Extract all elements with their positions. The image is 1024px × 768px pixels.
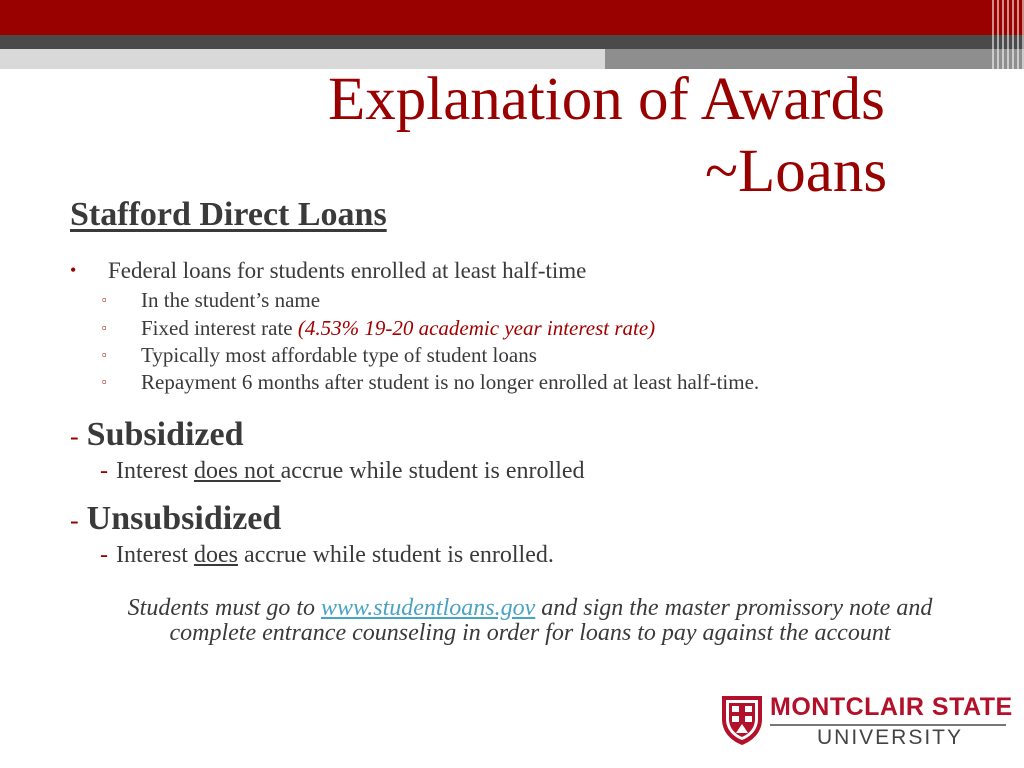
- slide-title-line1: Explanation of Awards: [328, 66, 885, 133]
- sub-bullet-marker: ▫: [102, 292, 107, 307]
- sub-bullet-text: Typically most affordable type of student loans: [141, 343, 537, 367]
- unsubsidized-detail-prefix: Interest: [116, 542, 194, 568]
- subsidized-label: Subsidized: [86, 416, 244, 453]
- slide-title-line2: ~Loans: [705, 138, 888, 205]
- slide-title: [300, 64, 1020, 208]
- header-dark-bar: [0, 35, 1024, 49]
- instruction-note: [120, 596, 940, 646]
- subsidized-detail: [100, 458, 585, 485]
- university-shield-icon: [720, 693, 764, 747]
- subsidized-detail-suffix: accrue while student is enrolled: [280, 458, 585, 484]
- bullet-marker: •: [70, 260, 77, 280]
- logo-name: MONTCLAIR STATE: [770, 693, 1013, 721]
- subsidized-detail-underlined: does not: [193, 458, 281, 484]
- dash-marker: -: [70, 422, 79, 451]
- logo-subname: UNIVERSITY: [817, 726, 964, 749]
- sub-bullet-marker: ▫: [102, 347, 107, 362]
- studentloans-link[interactable]: www.studentloans.gov: [321, 595, 536, 621]
- unsubsidized-detail: [100, 542, 554, 569]
- main-bullet-text: Federal loans for students enrolled at least half-time: [108, 258, 587, 283]
- sub-bullet-text: Repayment 6 months after student is no longer enrolled at least half-time.: [141, 370, 760, 394]
- header-stripes: [992, 0, 1024, 69]
- university-logo: [720, 693, 1013, 749]
- dash-marker: -: [70, 506, 79, 535]
- note-suffix: and sign the master promissory note and complete entrance counseling in order for loans to pay against the account: [169, 595, 933, 646]
- note-prefix: Students must go to: [127, 595, 321, 621]
- unsubsidized-detail-suffix: accrue while student is enrolled.: [237, 542, 554, 568]
- interest-rate-label: Fixed interest rate: [141, 316, 298, 340]
- unsubsidized-detail-underlined: does: [193, 542, 238, 568]
- dash-marker: -: [100, 458, 108, 484]
- unsubsidized-label: Unsubsidized: [86, 500, 282, 537]
- sub-bullet-text: [141, 316, 655, 341]
- subsidized-heading: [70, 416, 244, 454]
- sub-bullet-marker: ▫: [102, 320, 107, 335]
- interest-rate-value: (4.53% 19-20 academic year interest rate): [297, 316, 656, 340]
- unsubsidized-heading: [70, 500, 281, 538]
- section-heading: Stafford Direct Loans: [70, 196, 387, 233]
- dash-marker: -: [100, 542, 108, 568]
- subsidized-detail-prefix: Interest: [116, 458, 194, 484]
- sub-bullet-text: In the student’s name: [141, 288, 321, 312]
- sub-bullet-marker: ▫: [102, 374, 107, 389]
- header-red-bar: [0, 0, 1024, 35]
